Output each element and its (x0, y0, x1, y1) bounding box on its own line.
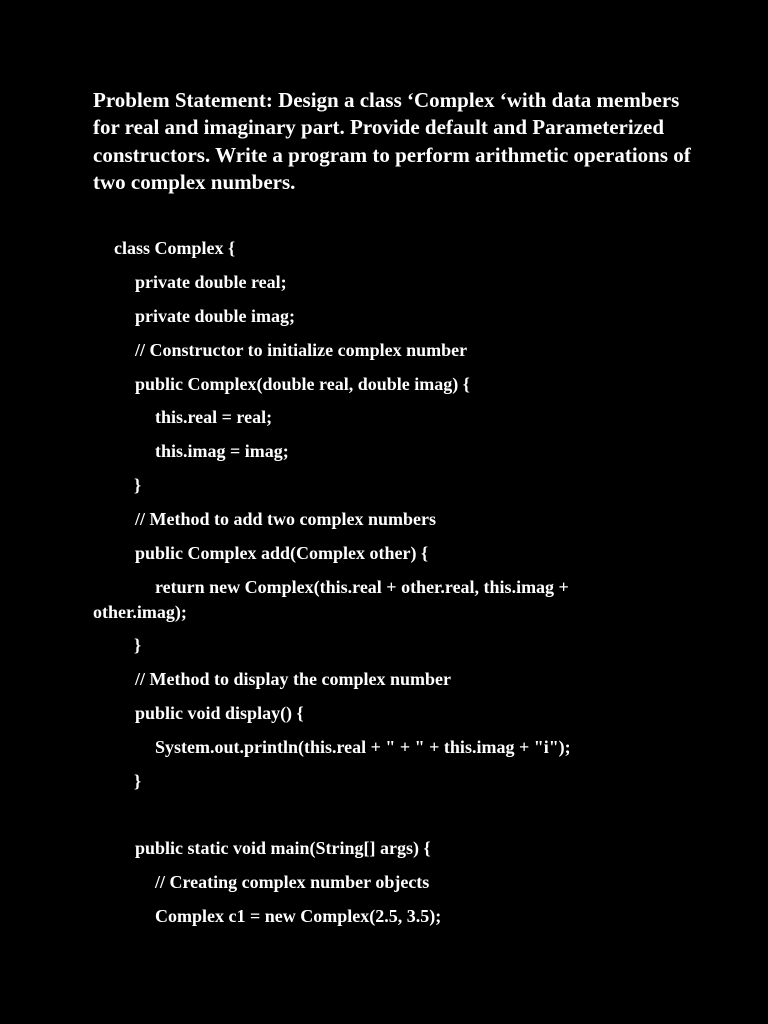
code-close-display: } (134, 771, 142, 791)
code-assign-real: this.real = real; (155, 407, 273, 427)
code-class-declaration: class Complex { (114, 238, 236, 258)
code-comment-display: // Method to display the complex number (135, 669, 452, 689)
code-add-return: return new Complex(this.real + other.real, this.imag + other.imag); (93, 577, 569, 622)
code-comment-objects: // Creating complex number objects (155, 872, 430, 892)
code-add-signature: public Complex add(Complex other) { (135, 543, 429, 563)
problem-statement: Problem Statement: Design a class ‘Complex ‘with data members for real and imaginary part. Provide default and Parameterized constructors. Write a program to perform arithmetic operations of two complex numbers. (93, 88, 691, 195)
code-display-println: System.out.println(this.real + " + " + this.imag + "i"); (155, 737, 571, 757)
code-main-signature: public static void main(String[] args) { (135, 838, 431, 858)
code-constructor-signature: public Complex(double real, double imag) { (135, 374, 470, 394)
code-field-real: private double real; (135, 272, 287, 292)
code-close-constructor: } (134, 475, 142, 495)
code-comment-add: // Method to add two complex numbers (135, 509, 436, 529)
code-comment-constructor: // Constructor to initialize complex number (135, 340, 468, 360)
code-display-signature: public void display() { (135, 703, 304, 723)
code-field-imag: private double imag; (135, 306, 295, 326)
code-assign-imag: this.imag = imag; (155, 441, 289, 461)
code-close-add: } (134, 635, 142, 655)
code-c1-declaration: Complex c1 = new Complex(2.5, 3.5); (155, 906, 442, 926)
